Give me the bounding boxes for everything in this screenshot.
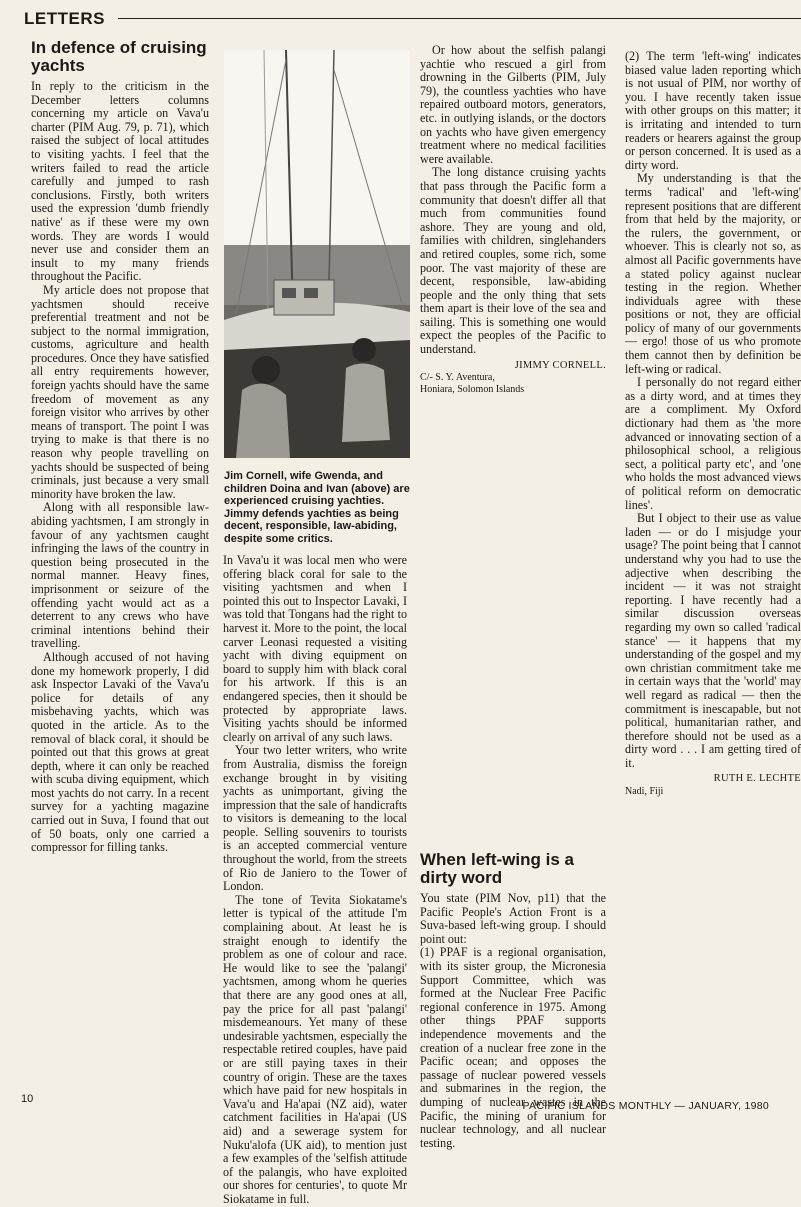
photo-caption: Jim Cornell, wife Gwenda, and children Doina and Ivan (above) are experienced cruising yachties. Jimmy defends yachties as being decent, responsible, law-abiding, despite some critics.	[224, 470, 410, 545]
letter2-paragraph: (2) The term 'left-wing' indicates biased value laden reporting which is not usual of PIM, nor worthy of you. I have recently taken issue with other groups on this matter; it is irritating and intended to turn readers or hearers against the group or person concerned. It is used as a dirty word.	[625, 49, 801, 172]
column-4	[625, 50, 801, 798]
letter1-paragraph: My article does not propose that yachtsmen should receive preferential treatment and not be subject to the normal immigration, customs, agriculture and health procedures. Once they have satisfied all entry requirements however, foreign yachts should have the same freedom of movement as any foreign visitor who arrives by other means of transport. The point I was trying to make is that there is no reason why people travelling on yachts should be suspected of being criminals, just because a very small minority have broken the law.	[31, 282, 209, 501]
section-header	[24, 9, 801, 29]
letter1-paragraph: The long distance cruising yachts that pass through the Pacific form a community that doesn't differ all that much from communities found ashore. They are young and old, families with children, singlehanders and retired couples, some rich, some poor. The vast majority of these are decent, responsible, law-abiding people and the only thing that sets them apart is their love of the sea and sailing. This is something one would expect the peoples of the Pacific to understand.	[420, 165, 606, 357]
column-3	[420, 44, 606, 396]
letter1-paragraph: Along with all responsible law-abiding yachtsmen, I am strongly in favour of any yachtsmen caught infringing the laws of the country in question being prosecuted in the normal manner. Heavy fines, imprisonment or seizure of the offending yacht would act as a deterrent to any crews who have criminal intentions behind their travelling.	[31, 500, 209, 651]
letter1-paragraph: Or how about the selfish palangi yachtie who rescued a girl from drowning in the Gilberts (PIM, July 79), the countless yachties who have repaired outboard motors, generators, etc. in outlying islands, or the doctors on yachts who have given emergency treatment where no medical facilities were available.	[420, 43, 606, 166]
letter1-paragraph: In Vava'u it was local men who were offering black coral for sale to the visiting yachtsmen and when I pointed this out to Inspector Lavaki, I was told that Tongans had the right to harvest it. More to the point, the local carver Leonasi requested a visiting yacht with diving equipment on board to supply him with black coral for his artwork. If this is an endangered species, then it should be protected by appropriate laws. Visiting yachts should be informed clearly on arrival of any such laws.	[223, 553, 407, 744]
yacht-family-photo	[224, 50, 410, 458]
letter2-headline: When left-wing is a dirty word	[420, 850, 574, 887]
publication-footer: PACIFIC ISLANDS MONTHLY — JANUARY, 1980	[522, 1100, 769, 1112]
letter1-address-line2: Honiara, Solomon Islands	[420, 384, 525, 396]
letter2-paragraph: But I object to their use as value laden — or do I misjudge your usage? The point being that I cannot understand why you had to use the adjective when describing the incident — it was not straight reporting. I have recently had a similar discussion overseas regarding my own so called 'radical stance' — it happens that my understanding of the gospel and my own christian commitment take me in certain ways that the 'world' may well regard as radical — then the commitment is inescapable, but not political, humanitarian rather, and therefore should not be used as a dirty word . . . I am getting tired of it.	[625, 511, 801, 770]
letter1-address-line1: C/- S. Y. Aventura,	[420, 372, 495, 384]
letter2-paragraph: (1) PPAF is a regional organisation, with its sister group, the Micronesia Support Committee, which was formed at the Nuclear Free Pacific regional conference in 1975. Among other things PPAF supports independence movements and the creation of a nuclear free zone in the Pacific ocean; and opposes the passage of nuclear powered vessels and submarines in the region, the dumping of nuclear wastes in the Pacific, the mining of uranium for nuclear technology, and all nuclear testing.	[420, 945, 606, 1150]
letter2-paragraph: You state (PIM Nov, p11) that the Pacific People's Action Front is a Suva-based left-wing group. I should point out:	[420, 891, 606, 946]
letter2-address: Nadi, Fiji	[625, 786, 664, 798]
column-2	[223, 554, 407, 1207]
section-rule	[118, 18, 801, 19]
section-label: LETTERS	[24, 9, 105, 28]
letter1-headline: In defence of cruising yachts	[31, 38, 207, 75]
letter2-paragraph: My understanding is that the terms 'radical' and 'left-wing' represent positions that are different from that held by the majority, or the rulers, the government, or whoever. This is clearly not so, as almost all Pacific governments have a stated policy against nuclear testing in the region. Whether individuals agree with these positions or not, they are official policy of many of our governments — ergo! those of us who promote them cannot then by definition be left-wing or radical.	[625, 171, 801, 376]
letter1-paragraph: The tone of Tevita Siokatame's letter is typical of the attitude I'm complaining about. At least he is straight enough to identify the problem as one of colour and race. He would like to see the 'palangi' yachtsmen, among whom he queries that there are any good ones at all, pay the price for all past 'palangi' misdemeanours. Yet many of these undesirable yachtsmen, especially the respectable retired couples, have paid or are still paying taxes in their country of origin. These are the taxes which have paid for new hospitals in Vava'u and Ha'apai (NZ aid), water catchment facilities in Ha'apai (US aid) and a sewerage system for Nuku'alofa (UK aid), to mention just a few examples of the 'selfish attitude of the palangis, who have exploited our shores for centuries', to quote Mr Siokatame in full.	[223, 892, 407, 1206]
letter1-paragraph: Although accused of not having done my homework properly, I did ask Inspector Lavaki of the Vava'u police for details of any misbehaving yachts, which was quoted in the article. As to the removal of black coral, it should be pointed out that this grows at great depth, where it can only be reached with scuba diving equipment, which most yachts do not carry. In a recent survey for a yachting magazine carried out in Suva, I found that out of 50 boats, only one carried a compressor for filling tanks.	[31, 649, 209, 855]
letter2-signature: RUTH E. LECHTE	[713, 773, 801, 785]
letter1-paragraph: In reply to the criticism in the December letters columns concerning my article on Vava'u charter (PIM Aug. 79, p. 71), which raised the subject of local attitudes to visiting yachts. I feel that the writers failed to read the article carefully and jumped to rash conclusions. Firstly, both writers used the expression 'dumb friendly native' as if these were my own words. They are words I would never use and consider them an insult to my many friends throughout the Pacific.	[31, 79, 209, 284]
page-number: 10	[21, 1093, 34, 1105]
letter1-paragraph: Your two letter writers, who write from Australia, dismiss the foreign exchange brought in by visiting yachts as unimportant, giving the impression that the sale of handicrafts to visitors is demeaning to the local people. Selling souvenirs to tourists is an accepted commercial venture throughout the world, from the streets of Rio de Janiero to the Tower of London.	[223, 743, 407, 894]
column-1	[31, 39, 209, 855]
letter2-paragraph: I personally do not regard either as a dirty word, and at times they are a compliment. My Oxford dictionary had them as 'the more advanced or innovating section of a philosophical school, a religious sect, a political party etc', and 'one who holds the most advanced views of political reform on democratic lines'.	[625, 375, 801, 512]
letter1-signature: JIMMY CORNELL.	[514, 359, 606, 371]
